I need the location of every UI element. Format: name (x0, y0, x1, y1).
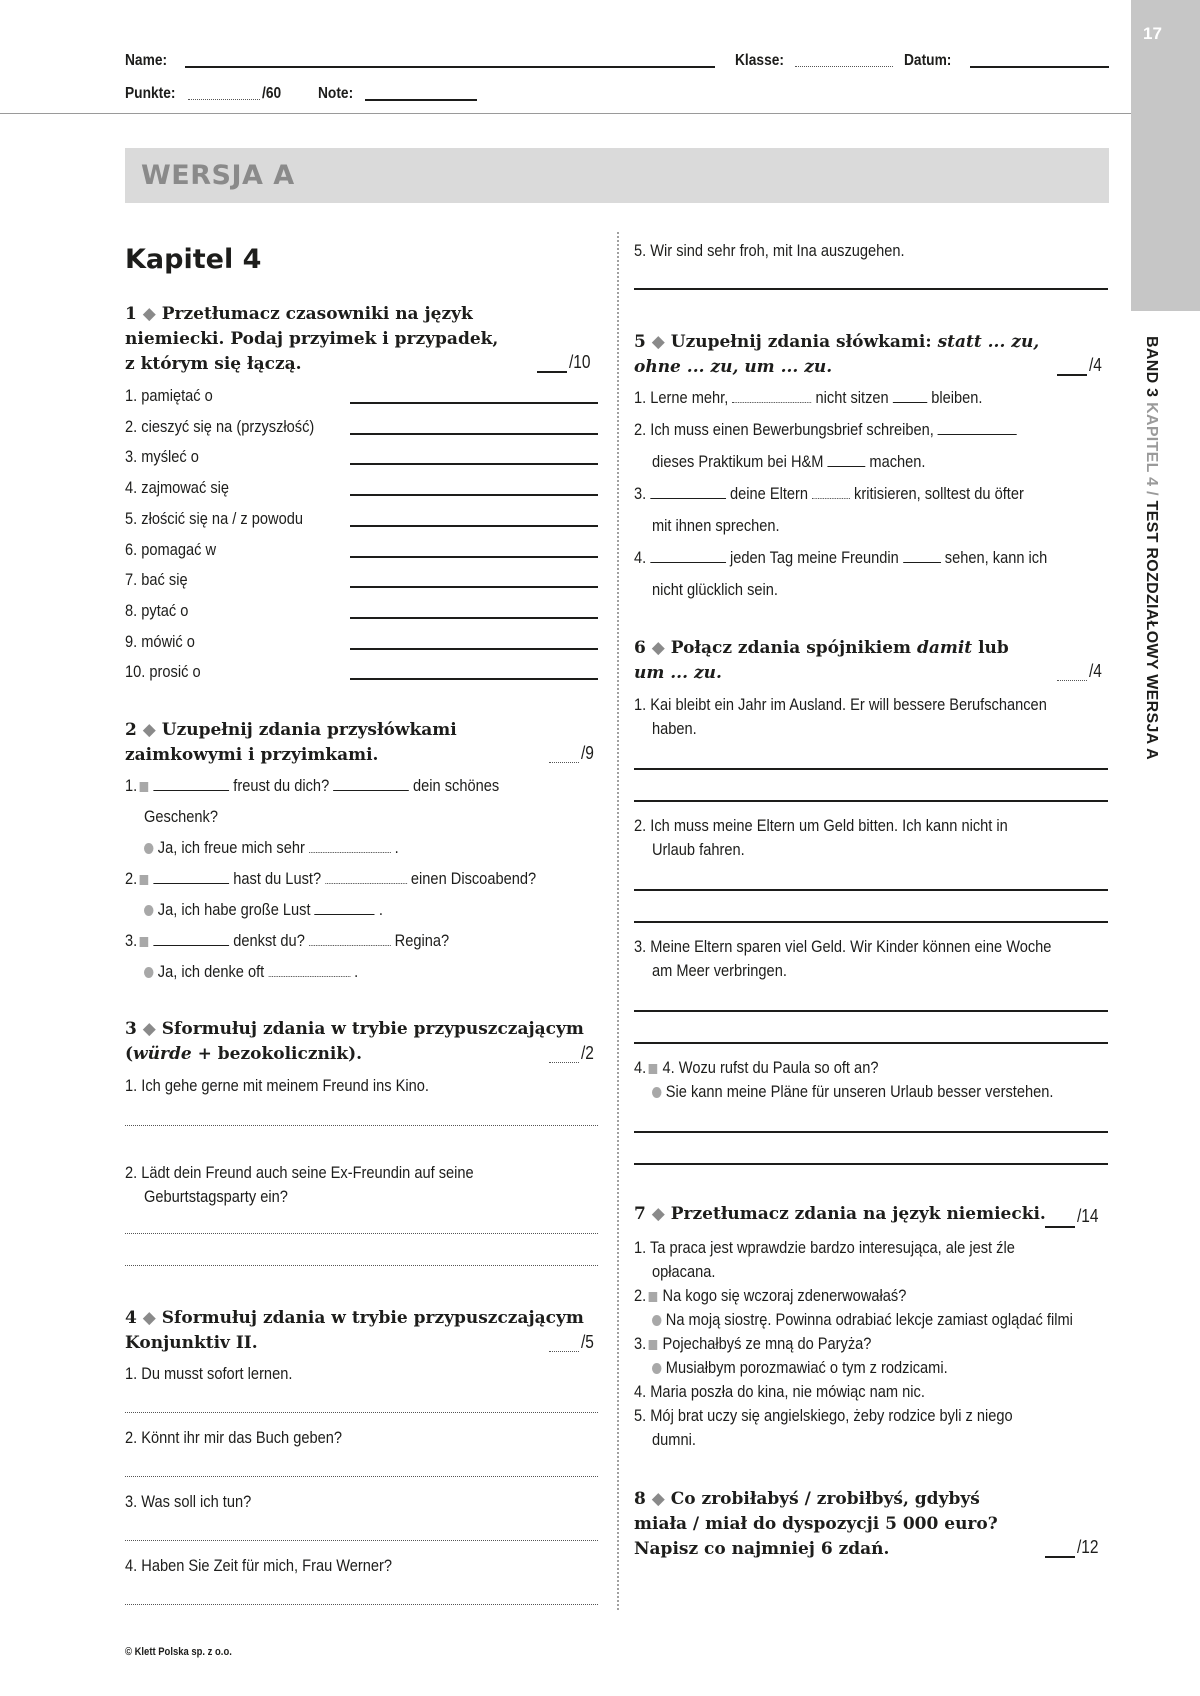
ex6-sentence-4-reply: Sie kann meine Pläne für unseren Urlaub besser verstehen. (652, 1082, 1119, 1102)
ex2-2-blank-a[interactable] (154, 883, 230, 884)
ex7-sentence-3: 3. Pojechałbyś ze mną do Paryża? (634, 1334, 872, 1353)
ex2-2-blank-b[interactable] (325, 883, 407, 884)
ex6-answer-line[interactable] (634, 1042, 1108, 1044)
datum-field[interactable] (970, 66, 1109, 68)
ex1-answer-line[interactable] (350, 494, 598, 496)
ex1-item: 7. bać się (125, 570, 188, 590)
ex4-sentence-5: 5. Wir sind sehr froh, mit Ina auszugehen. (634, 241, 905, 260)
speaker-a-icon (140, 937, 149, 947)
ex2-line1-answer: Ja, ich freue mich sehr . (144, 838, 440, 858)
ex3-title: 3 ◆ Sformułuj zdania w trybie przypuszczającym (würde + bezokolicznik). (125, 1019, 584, 1064)
ex5-line1: 1. Lerne mehr, nicht sitzen bleiben. (634, 388, 983, 407)
copyright: © Klett Polska sp. z o.o. (125, 1646, 232, 1658)
ex5-2-blank-b[interactable] (828, 466, 866, 467)
ex7-sentence-4: 4. Maria poszła do kina, nie mówiąc nam nic. (634, 1382, 925, 1401)
speaker-a-icon (649, 1292, 658, 1302)
ex7-sentence-1: 1. Ta praca jest wprawdzie bardzo interesująca, ale jest źle (634, 1238, 1015, 1257)
ex1-score: /10 (569, 352, 591, 372)
ex5-3-blank-a[interactable] (650, 498, 726, 499)
ex6-answer-line[interactable] (634, 1010, 1108, 1012)
klasse-field[interactable] (795, 66, 893, 67)
ex2-3-blank-b[interactable] (309, 945, 391, 946)
ex5-1-blank-a[interactable] (732, 402, 811, 403)
ex7-sentence-5-cont: dumni. (652, 1430, 696, 1449)
ex1-item: 10. prosić o (125, 662, 201, 682)
ex3-answer-line[interactable] (125, 1233, 598, 1234)
name-field[interactable] (185, 66, 715, 68)
speaker-b-icon (144, 905, 153, 916)
ex6-title: 6 ◆ Połącz zdania spójnikiem damit lub um ... zu. (634, 638, 1009, 683)
ex3-score: /2 (581, 1043, 594, 1063)
ex6-sentence-2-cont: Urlaub fahren. (652, 840, 745, 859)
ex2-line1-cont: Geschenk? (144, 807, 218, 826)
speaker-a-icon (140, 875, 149, 885)
klasse-label: Klasse: (735, 52, 784, 69)
ex1-item: 6. pomagać w (125, 539, 217, 559)
ex1-item: 3. myśleć o (125, 447, 199, 467)
ex4-sentence-1: 1. Du musst sofort lernen. (125, 1364, 293, 1383)
ex4-answer-line[interactable] (125, 1540, 598, 1541)
punkte-field[interactable] (188, 99, 260, 100)
ex7-sentence-3-reply: Musiałbym porozmawiać o tym z rodzicami. (652, 1358, 996, 1378)
ex4-score: /5 (581, 1332, 594, 1352)
page-number: 17 (1143, 24, 1162, 43)
ex1-item: 1. pamiętać o (125, 386, 213, 405)
ex2-line2: 2. hast du Lust? einen Discoabend? (125, 869, 537, 888)
ex2-line1: 1. freust du dich? dein schönes (125, 776, 500, 795)
ex4-sentence-2: 2. Könnt ihr mir das Buch geben? (125, 1428, 343, 1447)
ex6-sentence-1-cont: haben. (652, 719, 697, 738)
ex4-answer-line[interactable] (125, 1412, 598, 1413)
ex5-score-field[interactable] (1057, 374, 1087, 376)
ex4-sentence-4: 4. Haben Sie Zeit für mich, Frau Werner? (125, 1556, 393, 1575)
ex4-sentence-3: 3. Was soll ich tun? (125, 1492, 252, 1511)
punkte-label: Punkte: (125, 85, 176, 102)
side-label-test: TEST ROZDZIAŁOWY WERSJA A (1143, 500, 1160, 760)
ex1-answer-line[interactable] (350, 556, 598, 558)
header-divider (0, 113, 1131, 114)
ex7-title: 7 ◆ Przetłumacz zdania na język niemiecki. (634, 1204, 1046, 1224)
speaker-b-icon (144, 843, 153, 854)
ex7-sentence-5: 5. Mój brat uczy się angielskiego, żeby rodzice byli z niego (634, 1406, 1013, 1425)
ex2-3-blank-c[interactable] (268, 976, 350, 977)
ex3-sentence-2: 2. Lädt dein Freund auch seine Ex-Freundin auf seine (125, 1163, 474, 1182)
side-tab (1131, 0, 1200, 311)
ex2-line3-answer: Ja, ich denke oft . (144, 962, 393, 982)
ex6-answer-line[interactable] (634, 889, 1108, 891)
ex5-line4-cont: nicht glücklich sein. (652, 580, 778, 599)
ex7-score: /14 (1077, 1206, 1099, 1226)
side-label-kapitel: KAPITEL 4 / (1143, 402, 1160, 496)
chapter-title: Kapitel 4 (125, 244, 262, 275)
ex2-score-field[interactable] (549, 762, 579, 763)
ex2-1-blank-a[interactable] (154, 790, 230, 791)
note-label: Note: (318, 85, 354, 102)
speaker-b-icon (144, 967, 153, 978)
ex5-line4: 4. jeden Tag meine Freundin sehen, kann ich (634, 548, 1048, 567)
ex4-title: 4 ◆ Sformułuj zdania w trybie przypuszczającym Konjunktiv II. (125, 1308, 584, 1353)
ex3-score-field[interactable] (549, 1062, 579, 1063)
ex2-1-blank-c[interactable] (309, 852, 391, 853)
ex6-answer-line[interactable] (634, 800, 1108, 802)
datum-label: Datum: (904, 52, 952, 69)
ex5-line2: 2. Ich muss einen Bewerbungsbrief schreiben, (634, 420, 1079, 440)
ex6-score: /4 (1089, 661, 1102, 681)
ex8-score: /12 (1077, 1537, 1099, 1557)
ex5-title: 5 ◆ Uzupełnij zdania słówkami: statt ... zu, ohne ... zu, um ... zu. (634, 332, 1040, 377)
ex5-4-blank-a[interactable] (650, 562, 726, 563)
ex5-line3-cont: mit ihnen sprechen. (652, 516, 780, 535)
ex5-line2-cont: dieses Praktikum bei H&M machen. (652, 452, 926, 471)
ex5-score: /4 (1089, 355, 1102, 375)
ex6-sentence-3-cont: am Meer verbringen. (652, 961, 787, 980)
speaker-a-icon (649, 1340, 658, 1350)
speaker-a-icon (140, 782, 149, 792)
ex1-answer-line[interactable] (350, 402, 598, 404)
ex5-2-blank-a[interactable] (938, 434, 1017, 435)
ex6-answer-line[interactable] (634, 1131, 1108, 1133)
ex5-1-blank-b[interactable] (893, 402, 927, 403)
speaker-a-icon (649, 1064, 658, 1074)
ex2-line2-answer: Ja, ich habe große Lust . (144, 900, 422, 920)
ex1-item: 4. zajmować się (125, 478, 230, 498)
punkte-max: /60 (262, 85, 282, 102)
column-divider (617, 232, 619, 1610)
ex6-score-field[interactable] (1057, 680, 1087, 681)
ex3-sentence-2-cont: Geburtstagsparty ein? (144, 1187, 288, 1206)
name-label: Name: (125, 52, 168, 69)
ex6-sentence-4: 4. 4. Wozu rufst du Paula so oft an? (634, 1058, 879, 1077)
ex1-answer-line[interactable] (350, 678, 598, 680)
ex1-title: 1 ◆ Przetłumacz czasowniki na język niemiecki. Podaj przyimek i przypadek, z którym się łączą. (125, 304, 499, 374)
ex6-answer-line[interactable] (634, 768, 1108, 770)
ex6-sentence-2: 2. Ich muss meine Eltern um Geld bitten. Ich kann nicht in (634, 816, 1008, 835)
ex3-sentence-1: 1. Ich gehe gerne mit meinem Freund ins Kino. (125, 1076, 429, 1095)
ex5-line3: 3. deine Eltern kritisieren, solltest du öfter (634, 484, 1024, 503)
ex5-3-blank-b[interactable] (812, 498, 850, 499)
ex4-answer-line[interactable] (634, 288, 1108, 290)
ex1-item: 8. pytać o (125, 600, 189, 620)
ex2-line3: 3. denkst du? Regina? (125, 931, 450, 950)
side-label-band: BAND 3 (1143, 336, 1160, 398)
ex2-title: 2 ◆ Uzupełnij zdania przysłówkami zaimkowymi i przyimkami. (125, 720, 457, 765)
version-banner: WERSJA A (125, 148, 1109, 203)
ex1-item: 5. złościć się na / z powodu (125, 508, 303, 528)
ex1-answer-line[interactable] (350, 648, 598, 650)
ex2-1-blank-b[interactable] (333, 790, 409, 791)
ex6-answer-line[interactable] (634, 921, 1108, 923)
ex6-answer-line[interactable] (634, 1163, 1108, 1165)
ex1-answer-line[interactable] (350, 463, 598, 465)
ex8-score-field[interactable] (1045, 1556, 1075, 1558)
ex1-item: 9. mówić o (125, 631, 195, 651)
side-label (1142, 336, 1160, 760)
ex2-3-blank-a[interactable] (154, 945, 230, 946)
ex1-answer-line[interactable] (350, 433, 598, 435)
ex1-answer-line[interactable] (350, 617, 598, 619)
ex3-answer-line[interactable] (125, 1125, 598, 1126)
speaker-b-icon (652, 1087, 661, 1098)
speaker-b-icon (652, 1363, 661, 1374)
ex7-sentence-2: 2. Na kogo się wczoraj zdenerwowałaś? (634, 1286, 907, 1305)
ex1-item: 2. cieszyć się na (przyszłość) (125, 416, 315, 436)
ex4-score-field[interactable] (549, 1351, 579, 1352)
ex1-answer-line[interactable] (350, 586, 598, 588)
ex4-answer-line[interactable] (125, 1604, 598, 1605)
speaker-b-icon (652, 1315, 661, 1326)
ex2-score: /9 (581, 743, 594, 763)
ex1-answer-line[interactable] (350, 525, 598, 527)
ex1-score-field[interactable] (537, 371, 567, 373)
ex4-answer-line[interactable] (125, 1476, 598, 1477)
ex7-score-field[interactable] (1045, 1226, 1075, 1228)
ex2-2-blank-c[interactable] (315, 914, 375, 915)
ex6-sentence-3: 3. Meine Eltern sparen viel Geld. Wir Kinder können eine Woche (634, 937, 1052, 956)
ex8-title: 8 ◆ Co zrobiłabyś / zrobiłbyś, gdybyś miała / miał do dyspozycji 5 000 euro? Napisz co najmniej 6 zdań. (634, 1489, 998, 1559)
ex3-answer-line[interactable] (125, 1265, 598, 1266)
ex6-sentence-1: 1. Kai bleibt ein Jahr im Ausland. Er will bessere Berufschancen (634, 695, 1047, 714)
ex7-sentence-1-cont: opłacana. (652, 1262, 716, 1281)
ex5-4-blank-b[interactable] (903, 562, 941, 563)
note-field[interactable] (365, 99, 477, 101)
ex7-sentence-2-reply: Na moją siostrę. Powinna odrabiać lekcje zamiast oglądać filmi (652, 1310, 1141, 1330)
